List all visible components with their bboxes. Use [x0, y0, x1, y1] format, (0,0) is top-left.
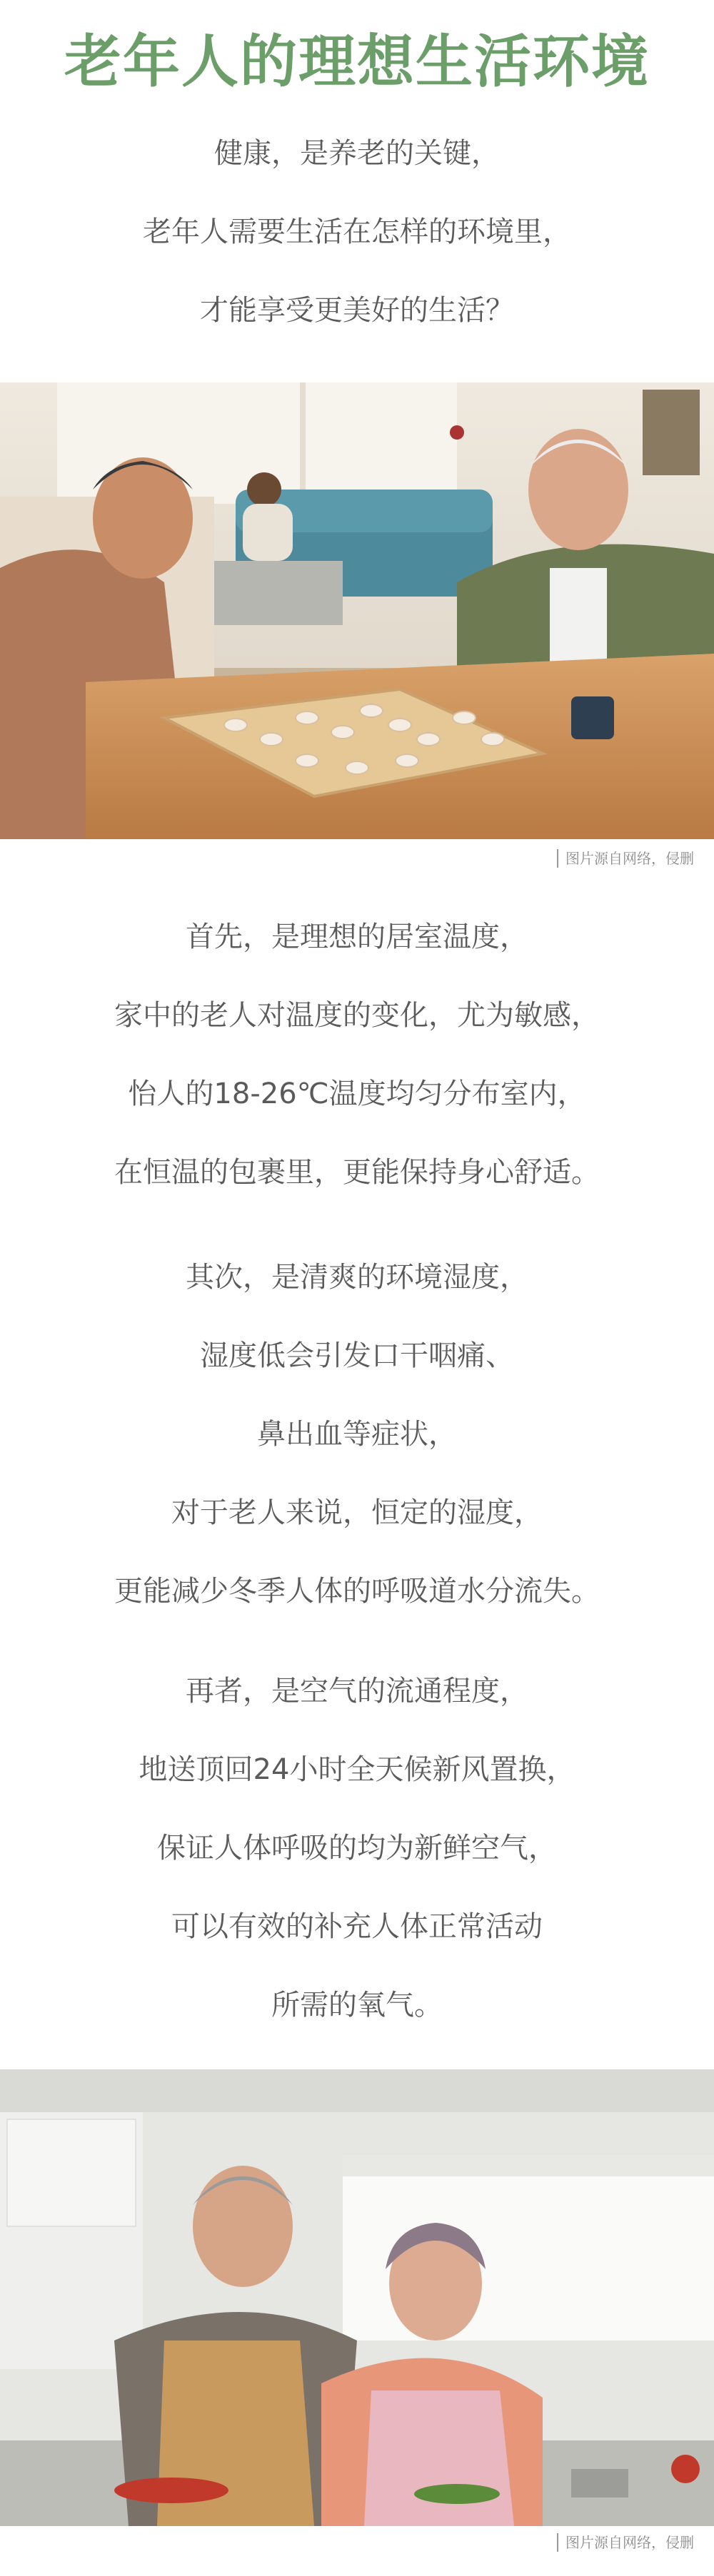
- humidity-paragraph: [0, 1238, 714, 1631]
- temperature-line: 首先，是理想的居室温度，: [186, 921, 528, 953]
- air-line: 再者，是空气的流通程度，: [186, 1675, 528, 1708]
- air-line: 所需的氧气。: [271, 1989, 443, 2022]
- cooking-photo: [0, 2069, 714, 2526]
- intro-line: 才能享受更美好的生活？: [200, 294, 514, 327]
- humidity-line: 更能减少冬季人体的呼吸道水分流失。: [114, 1575, 600, 1608]
- humidity-line: 其次，是清爽的环境湿度，: [186, 1261, 528, 1294]
- intro-paragraph: [0, 114, 714, 350]
- intro-line: 健康，是养老的关键，: [214, 137, 500, 170]
- chess-photo: [0, 382, 714, 839]
- temperature-line: 家中的老人对温度的变化，尤为敏感，: [114, 999, 600, 1032]
- humidity-line: 湿度低会引发口干咽痛、: [200, 1339, 514, 1372]
- air-line: 地送顶回24小时全天候新风置换，: [139, 1753, 575, 1786]
- air-line: 可以有效的补充人体正常活动: [171, 1910, 543, 1943]
- humidity-line: 鼻出血等症状，: [257, 1418, 457, 1451]
- air-line: 保证人体呼吸的均为新鲜空气，: [157, 1832, 557, 1865]
- air-paragraph: [0, 1652, 714, 2044]
- temperature-line: 怡人的18-26℃温度均匀分布室内，: [128, 1077, 586, 1110]
- image-credit: 图片源自网络，侵删: [557, 849, 694, 868]
- intro-line: 老年人需要生活在怎样的环境里，: [143, 215, 571, 248]
- temperature-paragraph: [0, 898, 714, 1212]
- image-credit: 图片源自网络，侵删: [557, 2533, 694, 2552]
- humidity-line: 对于老人来说，恒定的湿度，: [171, 1496, 543, 1529]
- temperature-line: 在恒温的包裹里，更能保持身心舒适。: [114, 1156, 600, 1189]
- page-title: 老年人的理想生活环境: [64, 28, 650, 95]
